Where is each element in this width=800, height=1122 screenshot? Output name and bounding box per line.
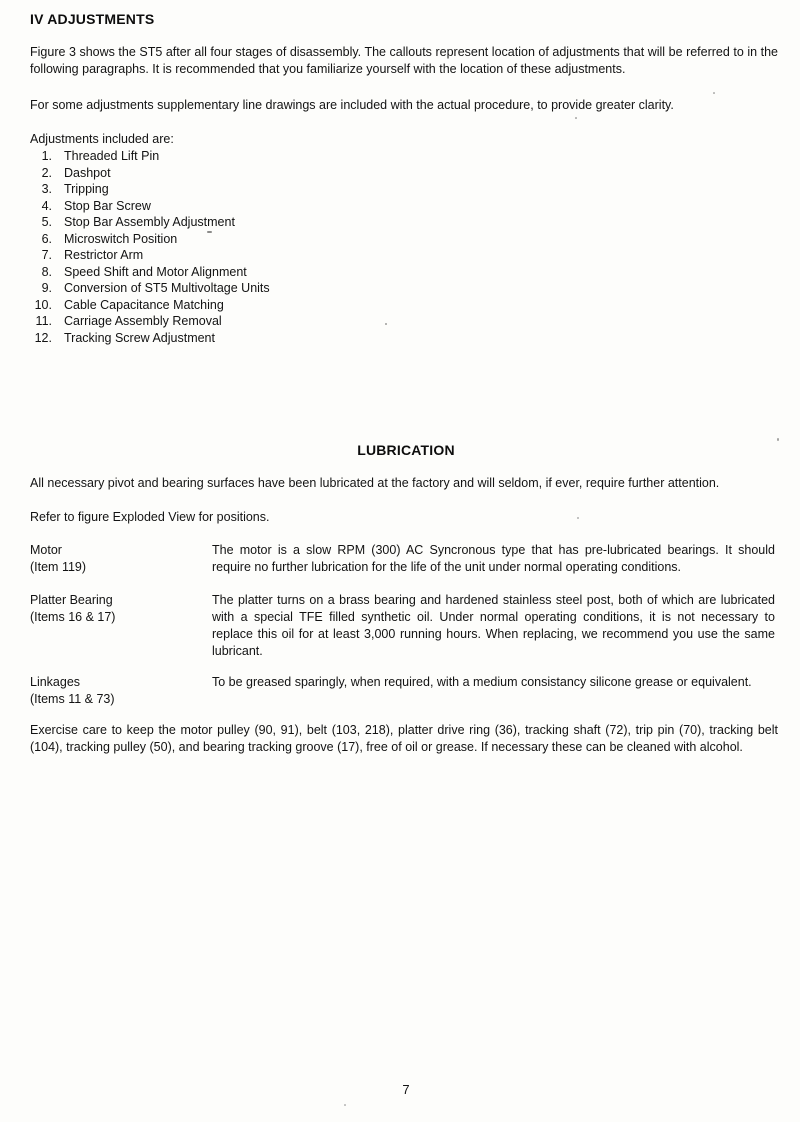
entry-term-name: Motor [30, 543, 62, 557]
list-item-label: Tripping [64, 182, 109, 196]
list-item-number: 6. [41, 231, 52, 246]
list-item [30, 247, 450, 264]
entry-term-item: (Items 16 & 17) [30, 610, 116, 624]
list-item-number: 8. [41, 264, 52, 279]
list-item [30, 148, 450, 165]
list-item-number: 5. [41, 215, 52, 229]
list-item-number: 7. [41, 248, 52, 262]
scan-speck [385, 323, 387, 325]
page-number: 7 [402, 1082, 410, 1097]
list-item [30, 198, 450, 215]
entry-description: The platter turns on a brass bearing and hardened stainless steel post, both of which are lubricated with a special TFE filled synthetic oil. Under normal operating conditions, it is not necessary to replace this oil for at least 3,000 running hours. When replacing, we recommend you use the same lubricant. [212, 593, 775, 658]
scan-speck [207, 231, 212, 233]
scan-speck [713, 92, 715, 94]
adjustments-supplementary-paragraph: For some adjustments supplementary line drawings are included with the actual procedure, to provide greater clarity. [30, 98, 674, 112]
adjustments-section-heading: IV ADJUSTMENTS [30, 11, 155, 27]
entry-term-name: Linkages [30, 675, 81, 689]
list-item-number: 10. [34, 297, 52, 312]
lubrication-section-heading: LUBRICATION [357, 442, 455, 458]
entry-term-item: (Item 119) [30, 560, 87, 574]
list-item [30, 181, 450, 198]
list-item-number: 4. [41, 198, 52, 213]
list-item-label: Speed Shift and Motor Alignment [64, 264, 247, 279]
entry-description: To be greased sparingly, when required, with a medium consistancy silicone grease or equivalent. [212, 675, 752, 689]
entry-description: The motor is a slow RPM (300) AC Syncronous type that has pre-lubricated bearings. It should require no further lubrication for the life of the unit under normal operating conditions. [212, 543, 775, 574]
list-item-number: 11. [35, 314, 52, 328]
list-item-number: 12. [34, 330, 52, 345]
list-item-label: Stop Bar Assembly Adjustment [64, 215, 235, 229]
list-item-label: Stop Bar Screw [64, 198, 151, 213]
entry-term [30, 592, 115, 626]
list-item-number: 2. [41, 165, 52, 180]
list-item-label: Microswitch Position [64, 231, 178, 246]
list-item-label: Threaded Lift Pin [64, 149, 160, 163]
list-item [30, 330, 450, 347]
list-item-label: Cable Capacitance Matching [64, 297, 224, 312]
adjustments-list [30, 148, 450, 346]
lubrication-closing-paragraph: Exercise care to keep the motor pulley (90, 91), belt (103, 218), platter drive ring (36), tracking shaft (72), trip pin (70), tracking belt (104), tracking pulley (50), and bearing tracking groove (17), free of oil or grease. If necessary these can be cleaned with alcohol. [30, 723, 778, 754]
scan-speck [344, 1104, 346, 1106]
list-item [30, 264, 450, 281]
entry-term-item: (Items 11 & 73) [30, 692, 115, 706]
lubrication-intro-paragraph: All necessary pivot and bearing surfaces have been lubricated at the factory and will seldom, if ever, require further attention. [30, 476, 720, 490]
list-item [30, 165, 450, 182]
list-item [30, 313, 450, 330]
adjustments-list-intro: Adjustments included are: [30, 132, 174, 146]
entry-term-name: Platter Bearing [30, 593, 113, 607]
list-item-label: Carriage Assembly Removal [64, 314, 222, 328]
list-item-label: Conversion of ST5 Multivoltage Units [64, 281, 270, 295]
scan-speck [777, 438, 779, 441]
list-item-label: Restrictor Arm [64, 248, 144, 262]
scan-speck [575, 117, 577, 119]
adjustments-intro-paragraph: Figure 3 shows the ST5 after all four stages of disassembly. The callouts represent location of adjustments that will be referred to in the following paragraphs. It is recommended that you familiarize yourself with the location of these adjustments. [30, 45, 778, 76]
list-item [30, 231, 450, 248]
list-item-label: Dashpot [64, 165, 111, 180]
list-item [30, 280, 450, 297]
lubrication-reference-paragraph: Refer to figure Exploded View for positions. [30, 510, 270, 524]
scan-speck [577, 517, 579, 519]
entry-term [30, 674, 115, 708]
list-item-label: Tracking Screw Adjustment [64, 330, 215, 345]
list-item-number: 1. [41, 149, 52, 163]
list-item-number: 9. [41, 281, 52, 295]
entry-term [30, 542, 86, 576]
list-item [30, 297, 450, 314]
list-item [30, 214, 450, 231]
list-item-number: 3. [41, 182, 52, 196]
